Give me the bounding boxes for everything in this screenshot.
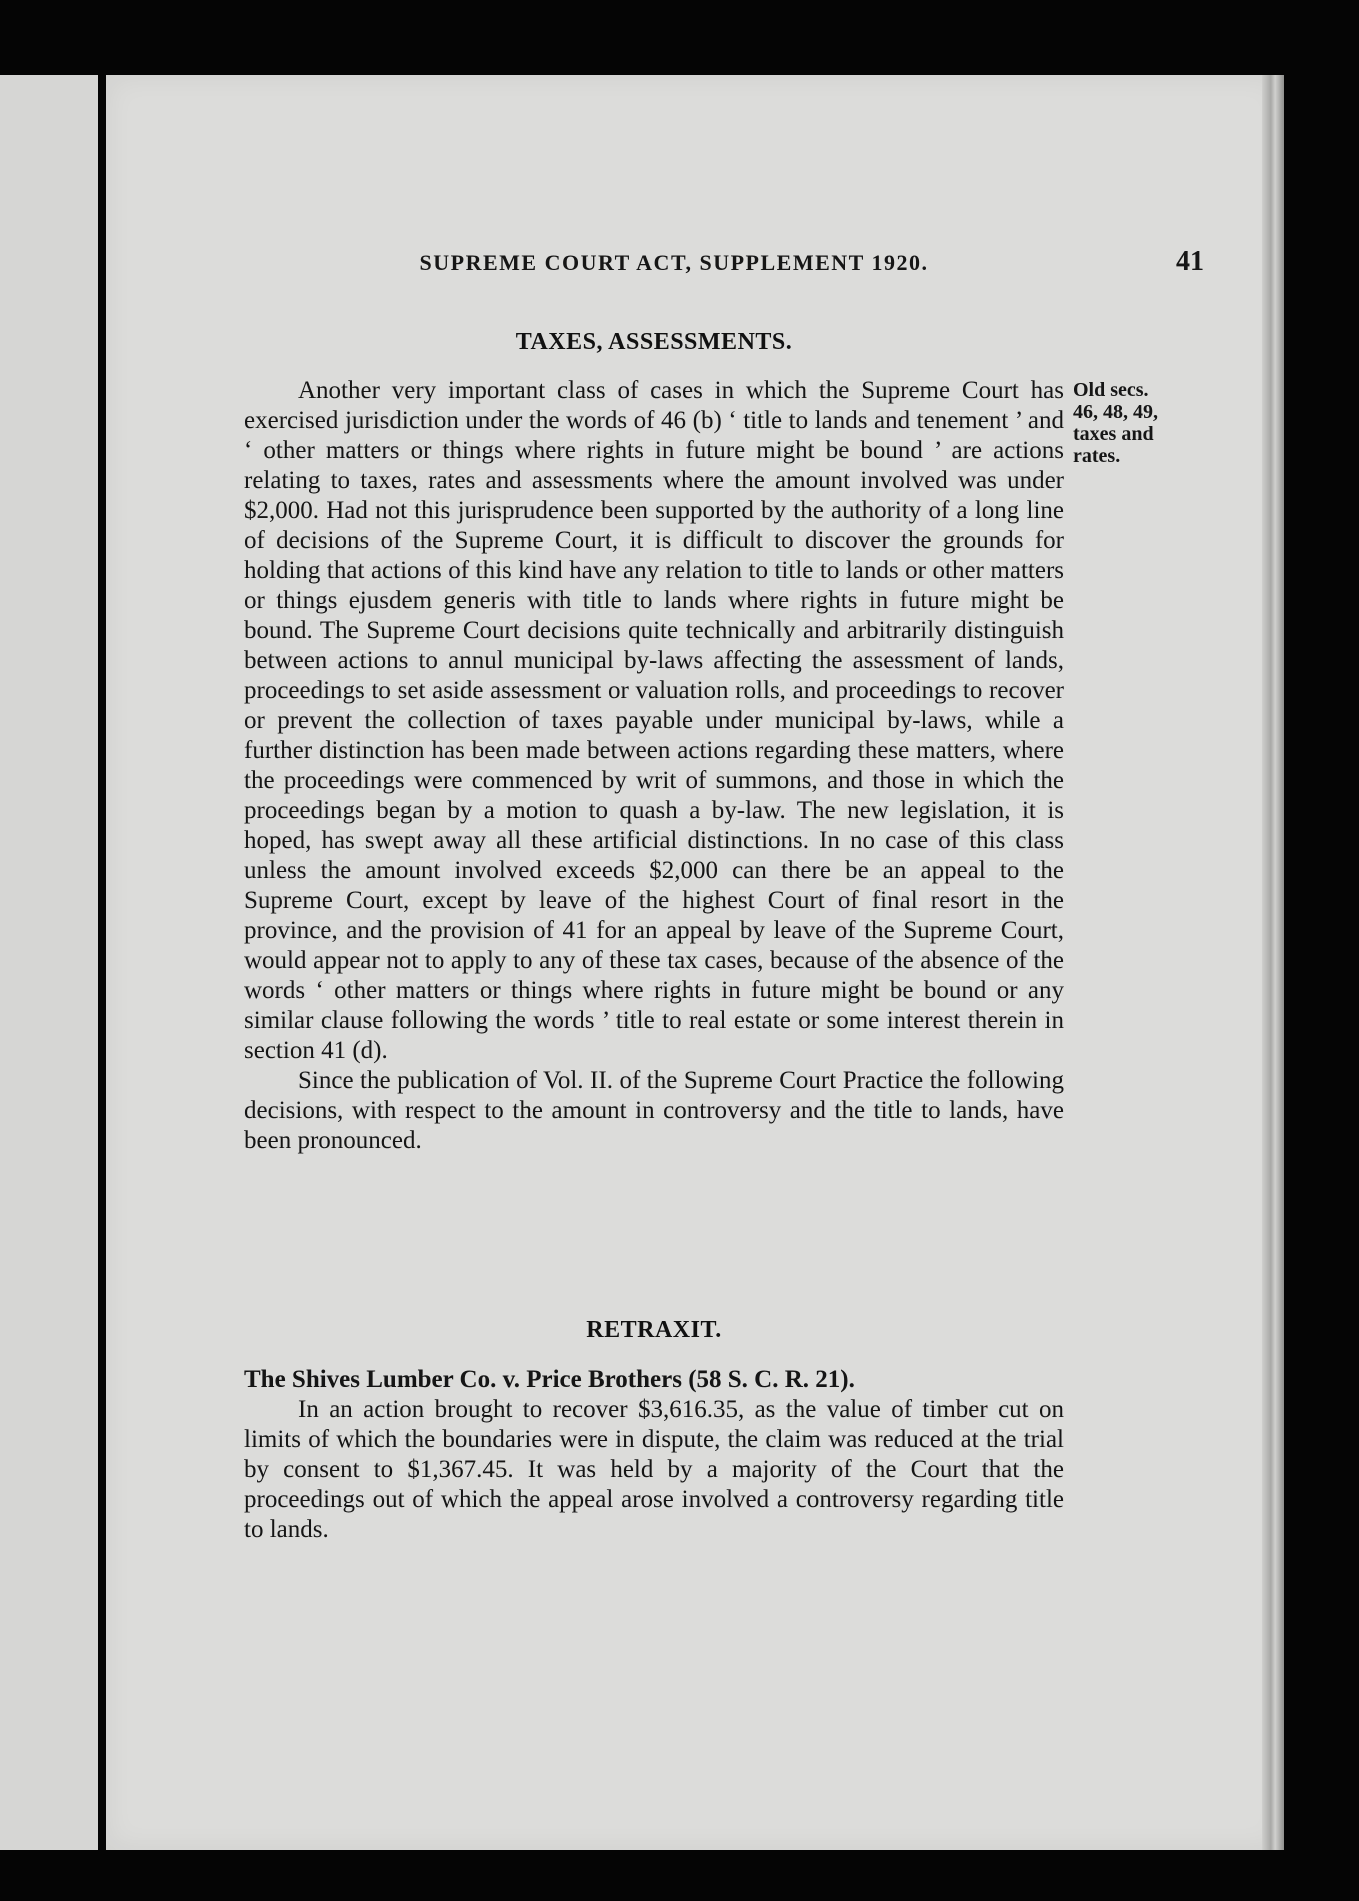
facing-page-edge [0, 75, 98, 1850]
page-stack-edge [1262, 75, 1284, 1850]
margin-note-line: rates. [1073, 445, 1121, 467]
taxes-body [244, 376, 1064, 1156]
body-paragraph: In an action brought to recover $3,616.35, as the value of timber cut on limits of which the boundaries were in dispute, the claim was reduced at the trial by consent to $1,367.45. It was held by a majority of the Court that the proceedings out of which the appeal arose involved a controversy regarding title to lands. [244, 1396, 1064, 1543]
body-paragraph: Since the publication of Vol. II. of the Supreme Court Practice the following decisions, with respect to the amount in controversy and the title to lands, have been pronounced. [244, 1067, 1064, 1154]
margin-note-line: Old secs. [1073, 379, 1149, 401]
case-title: The Shives Lumber Co. v. Price Brothers (58 S. C. R. 21). [244, 1366, 855, 1393]
margin-note-line: taxes and [1073, 423, 1154, 445]
margin-note [1073, 379, 1203, 467]
page-number: 41 [1176, 246, 1204, 277]
section-heading-retraxit: RETRAXIT. [586, 1317, 722, 1343]
margin-note-line: 46, 48, 49, [1073, 401, 1158, 423]
section-heading-taxes: TAXES, ASSESSMENTS. [515, 329, 793, 355]
running-title: SUPREME COURT ACT, SUPPLEMENT 1920. [419, 250, 929, 275]
retraxit-body [244, 1365, 1064, 1545]
body-paragraph: Another very important class of cases in which the Supreme Court has exercised jurisdiction under the words of 46 (b) ‘ title to lands and tenement ’ and ‘ other matters or things where rights in future might be bound ’ are actions relating to taxes, rates and assessments where the amount involved was under $2,000. Had not this jurisprudence been supported by the authority of a long line of decisions of the Supreme Court, it is difficult to discover the grounds for holding that actions of this kind have any relation to title to lands or other matters or things ejusdem generis with title to lands where rights in future might be bound. The Supreme Court decisions quite technically and arbitrarily distinguish between actions to annul municipal by-laws affecting the assessment of lands, proceedings to set aside assessment or valuation rolls, and proceedings to recover or prevent the collection of taxes payable under municipal by-laws, while a further distinction has been made between actions regarding these matters, where the proceedings were commenced by writ of summons, and those in which the proceedings began by a motion to quash a by-law. The new legislation, it is hoped, has swept away all these artificial distinctions. In no case of this class unless the amount involved exceeds $2,000 can there be an appeal to the Supreme Court, except by leave of the highest Court of final resort in the province, and the provision of 41 for an appeal by leave of the Supreme Court, would appear not to apply to any of these tax cases, because of the absence of the words ‘ other matters or things where rights in future might be bound or any similar clause following the words ’ title to real estate or some interest therein in section 41 (d). [244, 377, 1064, 1064]
running-header [244, 246, 1204, 282]
